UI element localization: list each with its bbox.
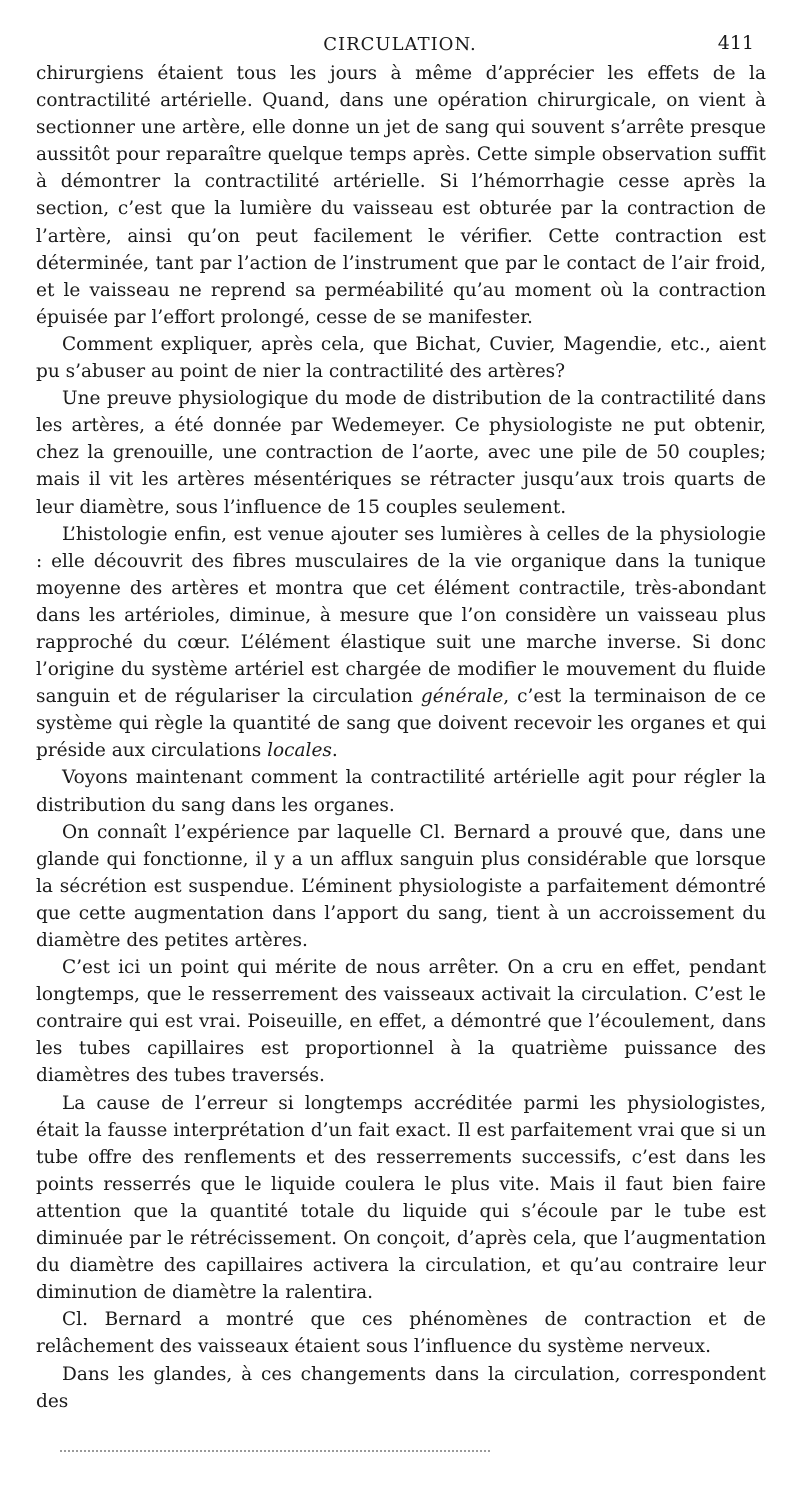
- body-text: [36, 60, 766, 1415]
- paragraph-7: C’est ici un point qui mérite de nous arrêter. On a cru en effet, pendant longtemps, que le resserrement des vaisseaux activait la circulation. C’est le contraire qui est vrai. Poiseuille, en effet, a démontré que l’écoulement, dans les tubes capillaires est proportionnel à la quatrième puissance des diamètres des tubes traversés.: [36, 957, 766, 1087]
- page-header: [0, 30, 800, 60]
- running-title: CIRCULATION.: [323, 34, 477, 55]
- paragraph-4-text-c: .: [331, 740, 338, 762]
- paragraph-4: [36, 521, 766, 765]
- paragraph-9: Cl. Bernard a montré que ces phénomènes de contraction et de relâchement des vaisseaux étaient sous l’influence du système nerveux.: [36, 1309, 766, 1358]
- paragraph-6: On connaît l’expérience par laquelle Cl. Bernard a prouvé que, dans une glande qui fonctionne, il y a un afflux sanguin plus considérable que lorsque la sécrétion est suspendue. L’éminent physiologiste a parfaitement démontré que cette augmentation dans l’apport du sang, tient à un accroissement du diamètre des petites artères.: [36, 821, 766, 951]
- paragraph-3: Une preuve physiologique du mode de distribution de la contractilité dans les artères, a été donnée par Wedemeyer. Ce physiologiste ne put obtenir, chez la grenouille, une contraction de l’aorte, avec une pile de 50 couples; mais il vit les artères mésentériques se rétracter jusqu’aux trois quarts de leur diamètre, sous l’influence de 15 couples seulement.: [36, 388, 766, 518]
- italic-generale: générale: [420, 686, 504, 708]
- paragraph-2: Comment expliquer, après cela, que Bichat, Cuvier, Magendie, etc., aient pu s’abuser au point de nier la contractilité des artères?: [36, 333, 766, 383]
- italic-locales: locales: [267, 740, 332, 762]
- paragraph-4-text-a: L’histologie enfin, est venue ajouter ses lumières à celles de la physiologie : elle découvrit des fibres musculaires de la vie organique dans la tunique moyenne des artères et montra que cet élément contractile, très-abondant dans les artérioles, diminue, à mesure que l’on considère un vaisseau plus rapproché du cœur. L’élément élastique suit une marche inverse. Si donc l’origine du système artériel est chargée de modifier le mouvement du fluide sanguin et de régulariser la circulation: [36, 523, 766, 708]
- paragraph-1: chirurgiens étaient tous les jours à même d’apprécier les effets de la contractilité artérielle. Quand, dans une opération chirurgicale, on vient à sectionner une artère, elle donne un jet de sang qui souvent s’arrête presque aussitôt pour reparaître quelque temps après. Cette simple observation suffit à démontrer la contractilité artérielle. Si l’hémorrhagie cesse après la section, c’est que la lumière du vaisseau est obturée par la contraction de l’artère, ainsi qu’on peut facilement le vérifier. Cette contraction est déterminée, tant par l’action de l’instrument que par le contact de l’air froid, et le vaisseau ne reprend sa perméabilité qu’au moment où la contraction épuisée par l’effort prolongé, cesse de se manifester.: [36, 63, 766, 328]
- bottom-dotted-rule: [60, 1450, 490, 1452]
- paragraph-8: La cause de l’erreur si longtemps accréditée parmi les physiologistes, était la fausse interprétation d’un fait exact. Il est parfaitement vrai que si un tube offre des renflements et des resserrements successifs, c’est dans les points resserrés que le liquide coulera le plus vite. Mais il faut bien faire attention que la quantité totale du liquide qui s’écoule par le tube est diminuée par le rétrécissement. On conçoit, d’après cela, que l’augmentation du diamètre des capillaires activera la circulation, et qu’au contraire leur diminution de diamètre la ralentira.: [36, 1092, 766, 1304]
- paragraph-5: Voyons maintenant comment la contractilité artérielle agit pour régler la distribution du sang dans les organes.: [36, 767, 766, 816]
- page-number: 411: [717, 32, 754, 54]
- paragraph-4-text-b: , c’est la terminaison de ce système qui règle la quantité de sang que doivent recevoir les organes et qui préside aux circulations: [36, 686, 766, 762]
- paragraph-10: Dans les glandes, à ces changements dans la circulation, correspondent des: [36, 1363, 766, 1412]
